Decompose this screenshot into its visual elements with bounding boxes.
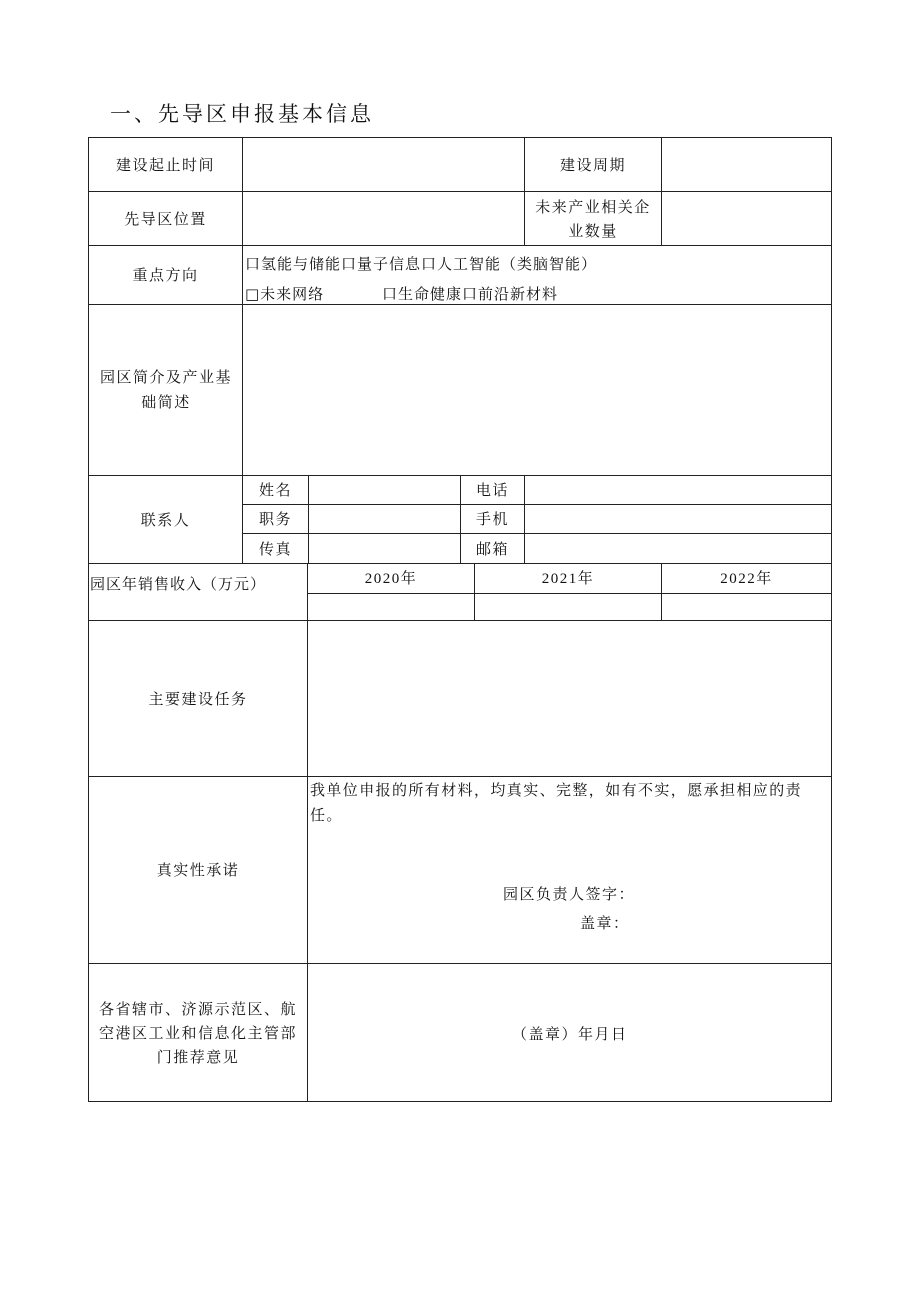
future-enterprises-label: 未来产业相关企业数量 — [535, 197, 651, 240]
contact-subrow-divider — [243, 533, 832, 534]
revenue-year-2021: 2021年 — [541, 570, 595, 587]
contact-label: 联系人 — [140, 510, 191, 529]
key-direction-options-line1: 口氢能与储能口量子信息口人工智能（类脑智能） — [245, 255, 598, 273]
table-border-right — [831, 137, 832, 1102]
seal-label: 盖章： — [580, 914, 630, 932]
contact-mobile-label: 手机 — [475, 510, 509, 528]
construction-period-label: 建设起止时间 — [115, 155, 215, 174]
key-direction-options-line2b: 口生命健康口前沿新材料 — [382, 285, 559, 303]
column-divider — [307, 563, 308, 1102]
contact-column-divider — [524, 475, 525, 564]
revenue-subrow-divider — [308, 593, 832, 594]
key-direction-options-line2a: □未来网络 — [245, 285, 325, 303]
contact-fax-label: 传真 — [258, 539, 292, 558]
key-direction-label: 重点方向 — [132, 266, 199, 284]
contact-column-divider — [308, 475, 309, 564]
section-title: 一、先导区申报基本信息 — [110, 102, 374, 126]
revenue-label: 园区年销售收入（万元） — [90, 575, 267, 593]
column-divider — [661, 137, 662, 246]
authenticity-statement-line1: 我单位申报的所有材料，均真实、完整，如有不实，愿承担相应的责 — [310, 781, 803, 799]
recommendation-seal-date: （盖章）年月日 — [512, 1025, 628, 1043]
contact-email-label: 邮箱 — [475, 539, 509, 558]
authenticity-label: 真实性承诺 — [156, 861, 240, 879]
authenticity-statement-line2: 任。 — [310, 806, 343, 824]
contact-position-label: 职务 — [258, 510, 292, 528]
contact-phone-label: 电话 — [475, 481, 509, 499]
main-tasks-label: 主要建设任务 — [148, 689, 248, 708]
revenue-year-2020: 2020年 — [364, 570, 418, 587]
signature-label: 园区负责人签字： — [503, 885, 636, 903]
construction-cycle-label: 建设周期 — [559, 155, 626, 174]
recommendation-label: 各省辖市、济源示范区、航空港区工业和信息化主管部门推荐意见 — [98, 999, 297, 1066]
contact-name-label: 姓名 — [258, 481, 292, 499]
contact-subrow-divider — [243, 504, 832, 505]
revenue-year-2022: 2022年 — [720, 570, 773, 587]
table-border-bottom — [88, 1101, 832, 1102]
location-label: 先导区位置 — [124, 209, 207, 228]
park-intro-label: 园区简介及产业基础简述 — [99, 368, 232, 411]
